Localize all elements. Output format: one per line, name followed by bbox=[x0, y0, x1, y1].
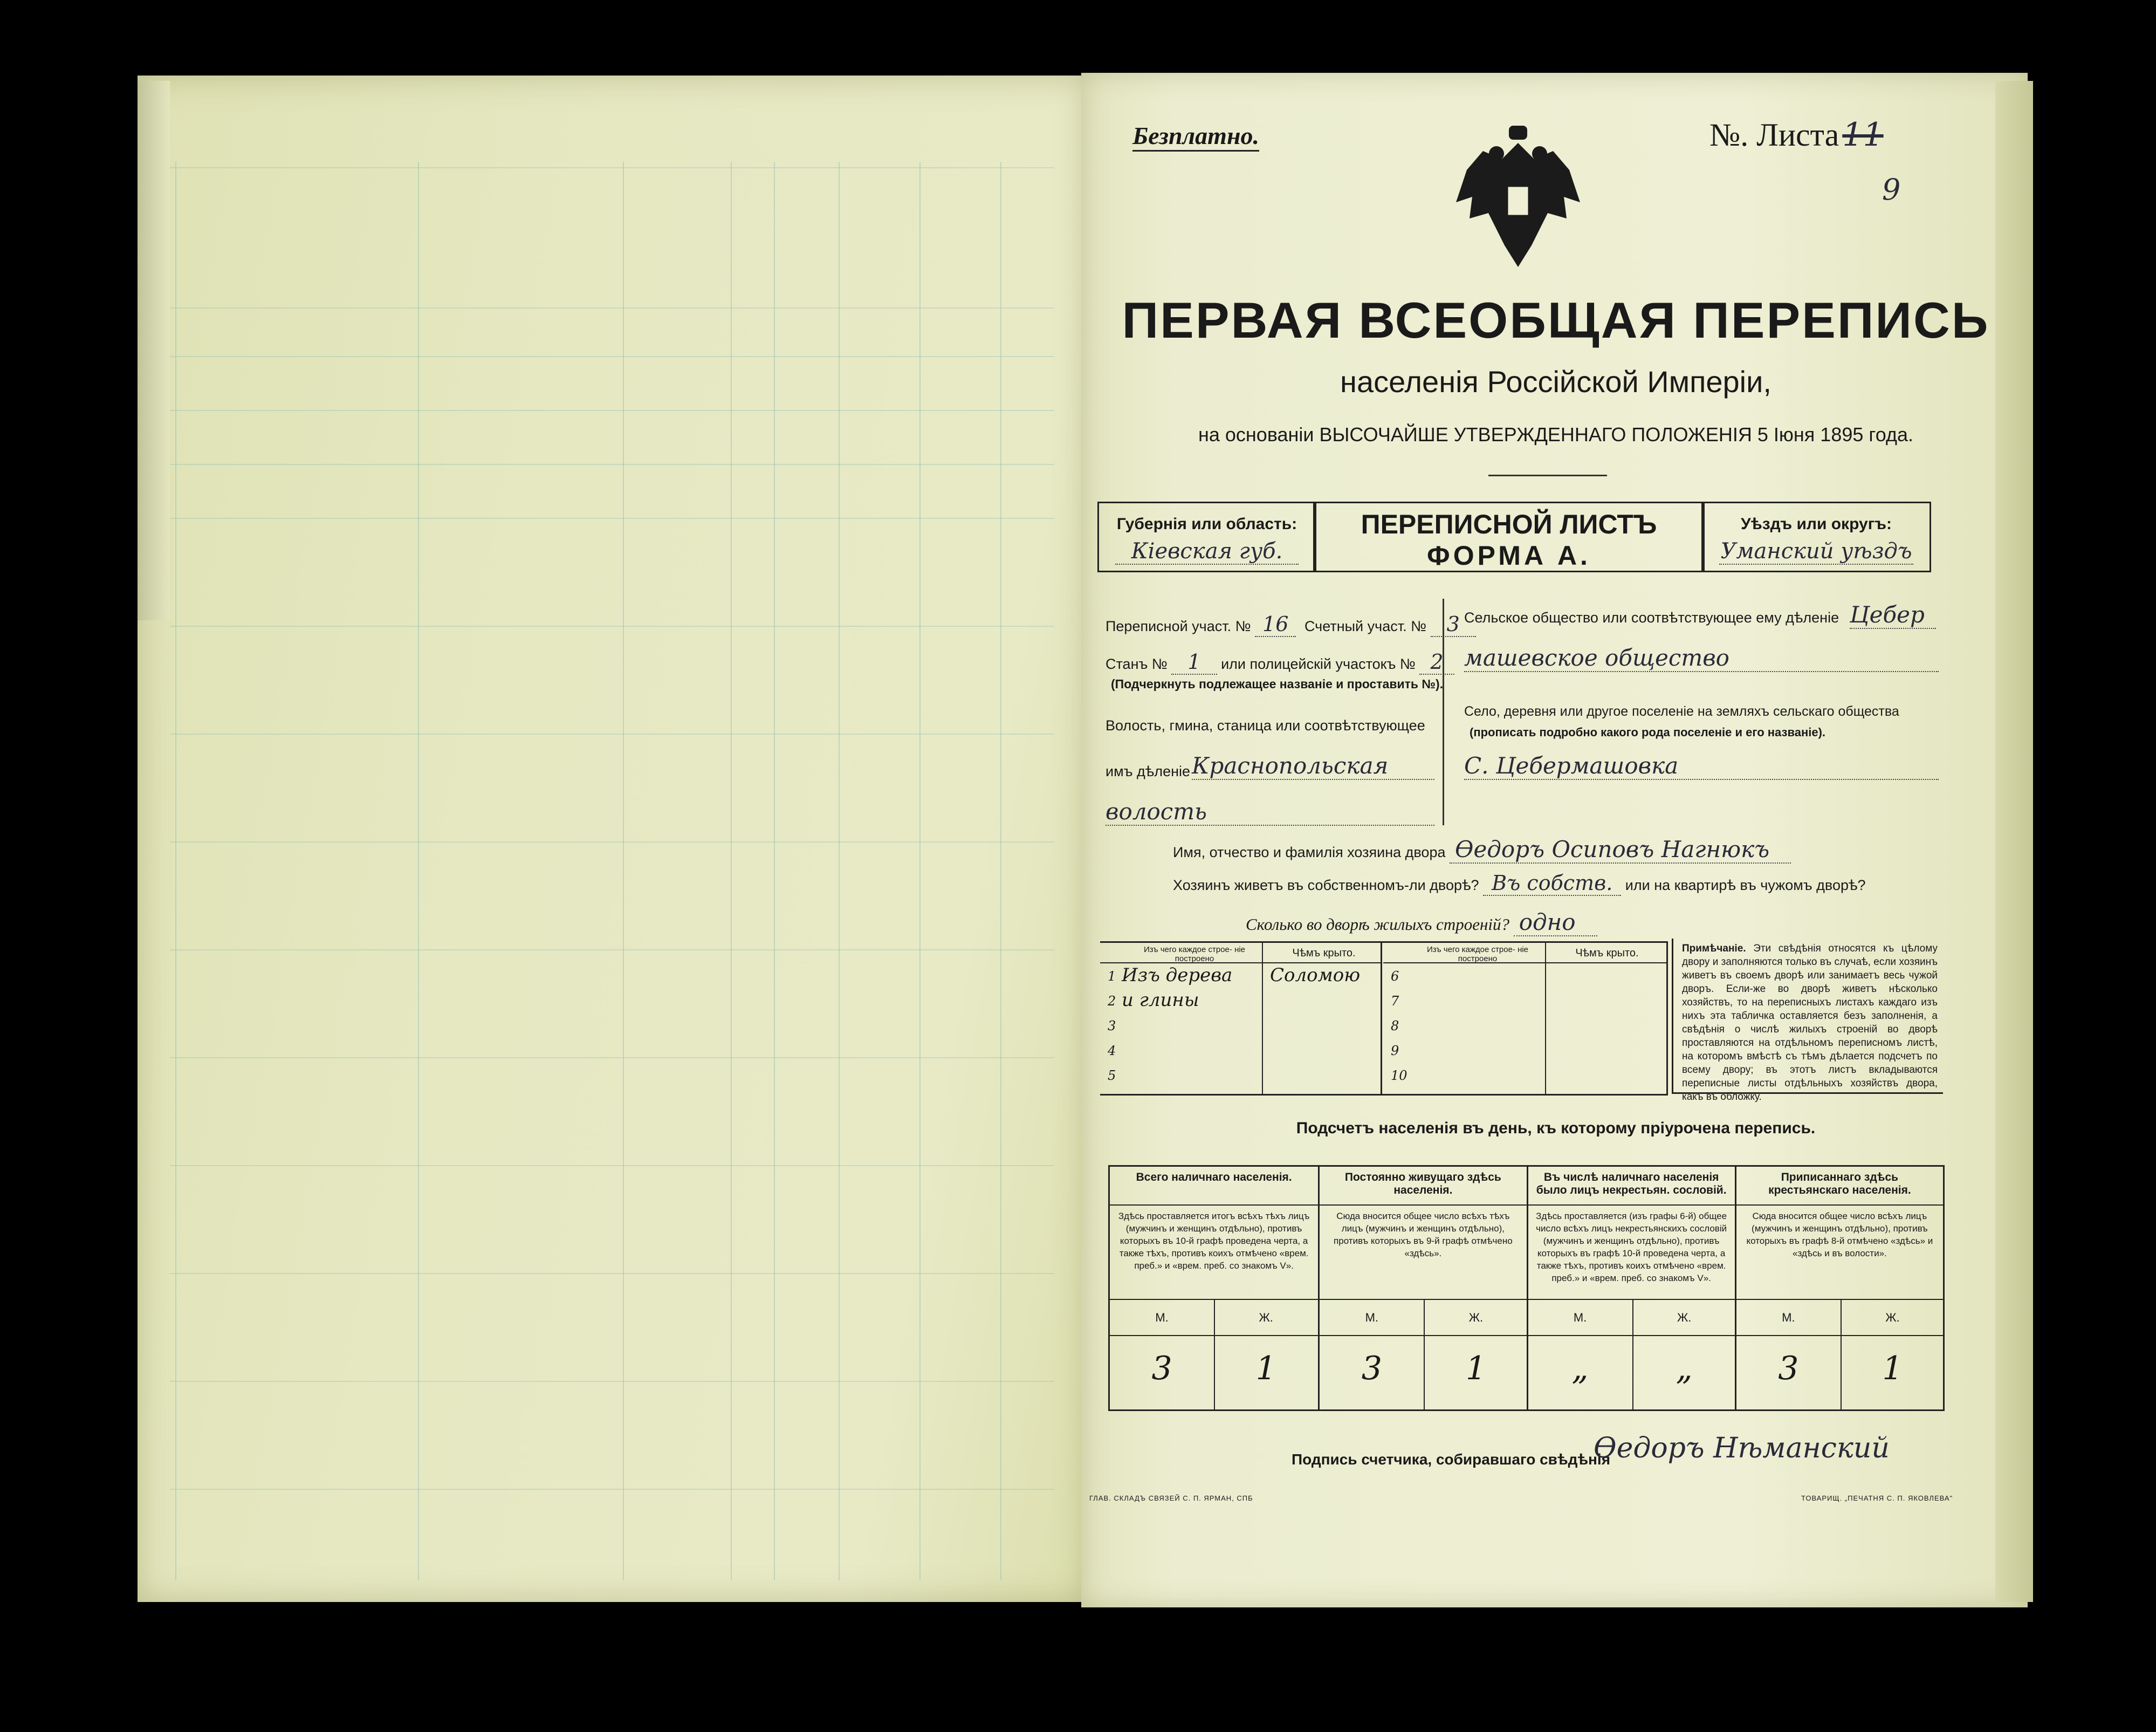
female-count: 1 bbox=[1255, 1350, 1276, 1387]
buildings-count-label: Сколько во дворѣ жилыхъ строеній? bbox=[1246, 915, 1509, 934]
sheet-title: ПЕРЕПИСНОЙ ЛИСТЪ bbox=[1361, 509, 1657, 539]
society-value-1: Цебер bbox=[1850, 601, 1936, 629]
uezd-box bbox=[1701, 502, 1931, 572]
table-row bbox=[1383, 1064, 1666, 1089]
uezd-value: Уманский уѣздъ bbox=[1719, 539, 1913, 565]
note-text bbox=[1673, 939, 1943, 1104]
table-row bbox=[1100, 1039, 1381, 1064]
signature-value: Ѳедоръ Нѣманский bbox=[1594, 1432, 1890, 1464]
volost-value-1: Краснопольская bbox=[1192, 752, 1434, 780]
volost-label: Волость, гмина, станица или соотвѣтствующее bbox=[1106, 717, 1425, 734]
count-column-desc: Здѣсь проставляется (изъ графы 6-й) общее число всѣхъ лицъ некрестьянскихъ сословій (мужчинъ и женщинъ отдѣльно), противъ которыхъ въ графѣ 10-й проведена черта, а также тѣхъ, противъ коихъ отмѣчено «врем. преб.» и «врем. преб. со знакомъ V». bbox=[1528, 1206, 1735, 1300]
grid-line bbox=[175, 162, 176, 1580]
made-of-value: Изъ дерева bbox=[1122, 964, 1233, 986]
count-values-row bbox=[1528, 1336, 1735, 1406]
note-title: Примѣчаніе. bbox=[1682, 943, 1746, 954]
grid-line bbox=[170, 1381, 1054, 1382]
table-row bbox=[1383, 1014, 1666, 1039]
col-made-of: Изъ чего каждое строе- ніе построено bbox=[1143, 945, 1246, 963]
male-count: 3 bbox=[1361, 1350, 1382, 1387]
count-column-desc: Сюда вносится общее число всѣхъ лицъ (мужчинъ и женщинъ отдѣльно), противъ которыхъ въ графѣ 8-й отмѣчено «здѣсь» и «здѣсь и въ волости». bbox=[1736, 1206, 1943, 1300]
table-row bbox=[1100, 989, 1381, 1014]
sheet-number bbox=[1709, 116, 1884, 154]
sheet-number-value: 9 bbox=[1882, 173, 1901, 207]
free-label: Безплатно. bbox=[1132, 121, 1259, 152]
note-body: Эти свѣдѣнія относятся къ цѣлому двору и заполняются только въ случаѣ, если хозяинъ живетъ въ своемъ дворѣ или занимаетъ весь чужой дворъ. Если-же во дворѣ живетъ нѣсколько хозяйствъ, то на переписныхъ листахъ каждаго изъ нихъ эта табличка оставляется безъ заполненія, а свѣдѣнія о числѣ жилыхъ строеній во дворѣ проставляются на отдѣльномъ переписномъ листѣ, на которомъ вмѣстѣ съ тѣмъ дѣлается подсчетъ по всему двору; въ этотъ листъ вкладываются переписные листы отдѣльныхъ хозяйствъ двора, какъ въ обложку. bbox=[1682, 943, 1938, 1103]
buildings-table-right bbox=[1383, 943, 1666, 1094]
row-number: 3 bbox=[1108, 1018, 1116, 1033]
village-value: С. Цебермашовка bbox=[1464, 752, 1939, 780]
grid-line bbox=[170, 1165, 1054, 1166]
male-label: М. bbox=[1573, 1311, 1587, 1324]
volost-value-2: волость bbox=[1106, 798, 1434, 826]
count-column-desc: Сюда вносится общее число всѣхъ тѣхъ лицъ (мужчинъ и женщинъ отдѣльно), противъ которыхъ въ 9-й графѣ отмѣчено «здѣсь». bbox=[1320, 1206, 1526, 1300]
form-basis-line: на основаніи ВЫСОЧАЙШЕ УТВЕРЖДЕННАГО ПОЛОЖЕНІЯ 5 Іюня 1895 года. bbox=[1198, 423, 1913, 446]
male-label: М. bbox=[1365, 1311, 1379, 1324]
buildings-rows-right bbox=[1383, 964, 1666, 1089]
double-headed-eagle-emblem-icon bbox=[1451, 121, 1585, 278]
printer-footer-right: ТОВАРИЩ. „ПЕЧАТНЯ С. П. ЯКОВЛЕВА" bbox=[1801, 1494, 1953, 1502]
counting-district-label: Счетный участ. № bbox=[1304, 618, 1427, 634]
buildings-rows-left bbox=[1100, 964, 1381, 1089]
grid-line bbox=[170, 949, 1054, 950]
row-number: 2 bbox=[1108, 994, 1116, 1009]
village-label: Село, деревня или другое поселеніе на земляхъ сельскаго общества bbox=[1464, 704, 1899, 719]
grid-line bbox=[170, 167, 1054, 168]
count-column-desc: Здѣсь проставляется итогъ всѣхъ тѣхъ лицъ (мужчинъ и женщинъ отдѣльно), противъ которыхъ въ 10-й графѣ проведена черта, а также тѣхъ, противъ коихъ отмѣчено «врем. преб.» и «врем. преб. со знакомъ V». bbox=[1110, 1206, 1318, 1300]
female-label: Ж. bbox=[1468, 1311, 1484, 1324]
sheet-title-box bbox=[1313, 502, 1705, 572]
count-column bbox=[1735, 1167, 1943, 1409]
col-roof-2: Чѣмъ крыто. bbox=[1575, 947, 1639, 959]
village-note: (прописать подробно какого рода поселеніе и его названіе). bbox=[1470, 725, 1826, 739]
grid-line bbox=[170, 307, 1054, 309]
counting-district-value: 3 bbox=[1431, 612, 1476, 637]
grid-line bbox=[623, 162, 624, 1580]
grid-line bbox=[170, 518, 1054, 519]
col-made-of-2: Изъ чего каждое строе- ніе построено bbox=[1426, 945, 1529, 963]
grid-line bbox=[170, 734, 1054, 735]
census-district-field bbox=[1106, 612, 1476, 636]
row-number: 6 bbox=[1391, 969, 1399, 984]
female-count: 1 bbox=[1882, 1350, 1903, 1387]
male-label: М. bbox=[1782, 1311, 1795, 1324]
grid-line bbox=[418, 162, 419, 1580]
count-column-header: Въ числѣ наличнаго населенія было лицъ некрестьян. сословій. bbox=[1528, 1167, 1735, 1206]
owner-name-label: Имя, отчество и фамилія хозяина двора bbox=[1173, 844, 1446, 860]
grid-line bbox=[1000, 162, 1001, 1580]
grid-line bbox=[170, 464, 1054, 465]
count-column bbox=[1318, 1167, 1526, 1409]
note-box bbox=[1672, 939, 1943, 1103]
sheet-form-label: ФОРМА А. bbox=[1427, 540, 1591, 571]
grid-line bbox=[170, 841, 1054, 843]
table-row bbox=[1383, 989, 1666, 1014]
count-column-header: Постоянно живущаго здѣсь населенія. bbox=[1320, 1167, 1526, 1206]
gubernia-value: Кіевская губ. bbox=[1115, 539, 1299, 565]
grid-line bbox=[170, 1273, 1054, 1274]
owner-residence-field bbox=[1173, 871, 1866, 895]
col-roof: Чѣмъ крыто. bbox=[1292, 947, 1356, 959]
count-gender-row bbox=[1528, 1300, 1735, 1336]
grid-line bbox=[919, 162, 921, 1580]
owner-residence-label: Хозяинъ живетъ въ собственномъ-ли дворѣ? bbox=[1173, 877, 1479, 893]
society-value-2: машевское общество bbox=[1464, 645, 1939, 672]
female-label: Ж. bbox=[1677, 1311, 1692, 1324]
form-subtitle: населенія Россійской Имперіи, bbox=[1340, 365, 1772, 399]
gender-divider bbox=[1632, 1300, 1633, 1409]
owner-name-field bbox=[1173, 836, 1791, 862]
printer-footer-left: ГЛАВ. СКЛАДЪ СВЯЗЕЙ С. П. ЯРМАН, СПБ bbox=[1089, 1494, 1253, 1502]
grid-line bbox=[170, 1057, 1054, 1058]
male-count: „ bbox=[1571, 1350, 1589, 1387]
roof-value: Соломою bbox=[1270, 964, 1361, 986]
count-column-header: Приписаннаго здѣсь крестьянскаго населенія. bbox=[1736, 1167, 1943, 1206]
female-label: Ж. bbox=[1259, 1311, 1273, 1324]
sheet-number-label: №. Листа bbox=[1709, 117, 1839, 153]
census-district-label: Переписной участ. № bbox=[1106, 618, 1251, 634]
population-count-table bbox=[1108, 1165, 1945, 1411]
buildings-count-value: одно bbox=[1514, 909, 1597, 936]
buildings-table bbox=[1100, 941, 1668, 1096]
gender-divider bbox=[1424, 1300, 1425, 1409]
ornament-divider bbox=[1488, 475, 1607, 476]
count-column bbox=[1527, 1167, 1735, 1409]
count-values-row bbox=[1736, 1336, 1943, 1406]
grid-line bbox=[170, 626, 1054, 627]
count-title: Подсчетъ населенія въ день, къ которому пріурочена перепись. bbox=[1296, 1119, 1816, 1137]
table-row bbox=[1100, 1014, 1381, 1039]
table-row bbox=[1383, 1039, 1666, 1064]
made-of-value: и глины bbox=[1122, 989, 1199, 1011]
grid-line bbox=[170, 1489, 1054, 1490]
grid-line bbox=[170, 356, 1054, 357]
count-column bbox=[1110, 1167, 1318, 1409]
female-count: 1 bbox=[1465, 1350, 1487, 1387]
row-number: 10 bbox=[1391, 1068, 1407, 1083]
uezd-label: Уѣздъ или округъ: bbox=[1740, 515, 1892, 533]
male-count: 3 bbox=[1778, 1350, 1799, 1387]
form-main-title: ПЕРВАЯ ВСЕОБЩАЯ ПЕРЕПИСЬ bbox=[1122, 292, 1990, 348]
table-row bbox=[1100, 1064, 1381, 1089]
grid-line bbox=[839, 162, 840, 1580]
police-value: 2 bbox=[1419, 650, 1454, 675]
row-number: 1 bbox=[1108, 969, 1116, 984]
row-number: 5 bbox=[1108, 1068, 1116, 1083]
column-divider bbox=[1443, 599, 1444, 825]
buildings-table-left bbox=[1100, 943, 1382, 1094]
grid-line bbox=[170, 410, 1054, 411]
female-label: Ж. bbox=[1885, 1311, 1900, 1324]
owner-name-value: Ѳедоръ Осиповъ Нагнюкъ bbox=[1450, 836, 1791, 864]
sheet-number-struck: 11 bbox=[1842, 116, 1884, 154]
buildings-count-field bbox=[1246, 909, 1597, 935]
male-count: 3 bbox=[1151, 1350, 1172, 1387]
owner-residence-label-2: или на квартирѣ въ чужомъ дворѣ? bbox=[1625, 877, 1866, 893]
grid-line bbox=[731, 162, 732, 1580]
stan-label: Станъ № bbox=[1106, 656, 1168, 672]
row-number: 9 bbox=[1391, 1043, 1399, 1058]
count-gender-row bbox=[1320, 1300, 1526, 1336]
volost-label-2: имъ дѣленіе bbox=[1106, 763, 1191, 779]
row-number: 7 bbox=[1391, 994, 1399, 1009]
underline-note: (Подчеркнуть подлежащее названіе и проставить №). bbox=[1111, 677, 1444, 691]
table-row bbox=[1383, 964, 1666, 989]
stan-field bbox=[1106, 650, 1454, 674]
gender-divider bbox=[1214, 1300, 1215, 1409]
row-number: 8 bbox=[1391, 1018, 1399, 1033]
male-label: М. bbox=[1155, 1311, 1169, 1324]
census-district-value: 16 bbox=[1255, 612, 1296, 637]
count-values-row bbox=[1320, 1336, 1526, 1406]
gubernia-label: Губернія или область: bbox=[1116, 515, 1297, 533]
grid-line bbox=[774, 162, 775, 1580]
stan-value: 1 bbox=[1171, 650, 1217, 675]
police-label: или полицейскій участокъ № bbox=[1221, 656, 1416, 672]
gender-divider bbox=[1841, 1300, 1842, 1409]
page-edge bbox=[138, 81, 170, 620]
left-page bbox=[138, 76, 1087, 1602]
gubernia-box bbox=[1097, 502, 1316, 572]
count-column-header: Всего наличнаго населенія. bbox=[1110, 1167, 1318, 1206]
table-row bbox=[1100, 964, 1381, 989]
owner-residence-value: Въ собств. bbox=[1483, 871, 1621, 896]
society-label: Сельское общество или соотвѣтствующее ему дѣленіе bbox=[1464, 610, 1839, 626]
female-count: „ bbox=[1676, 1350, 1693, 1387]
row-number: 4 bbox=[1108, 1043, 1116, 1058]
count-gender-row bbox=[1736, 1300, 1943, 1336]
signature-label: Подпись счетчика, собиравшаго свѣдѣнія bbox=[1292, 1451, 1611, 1468]
